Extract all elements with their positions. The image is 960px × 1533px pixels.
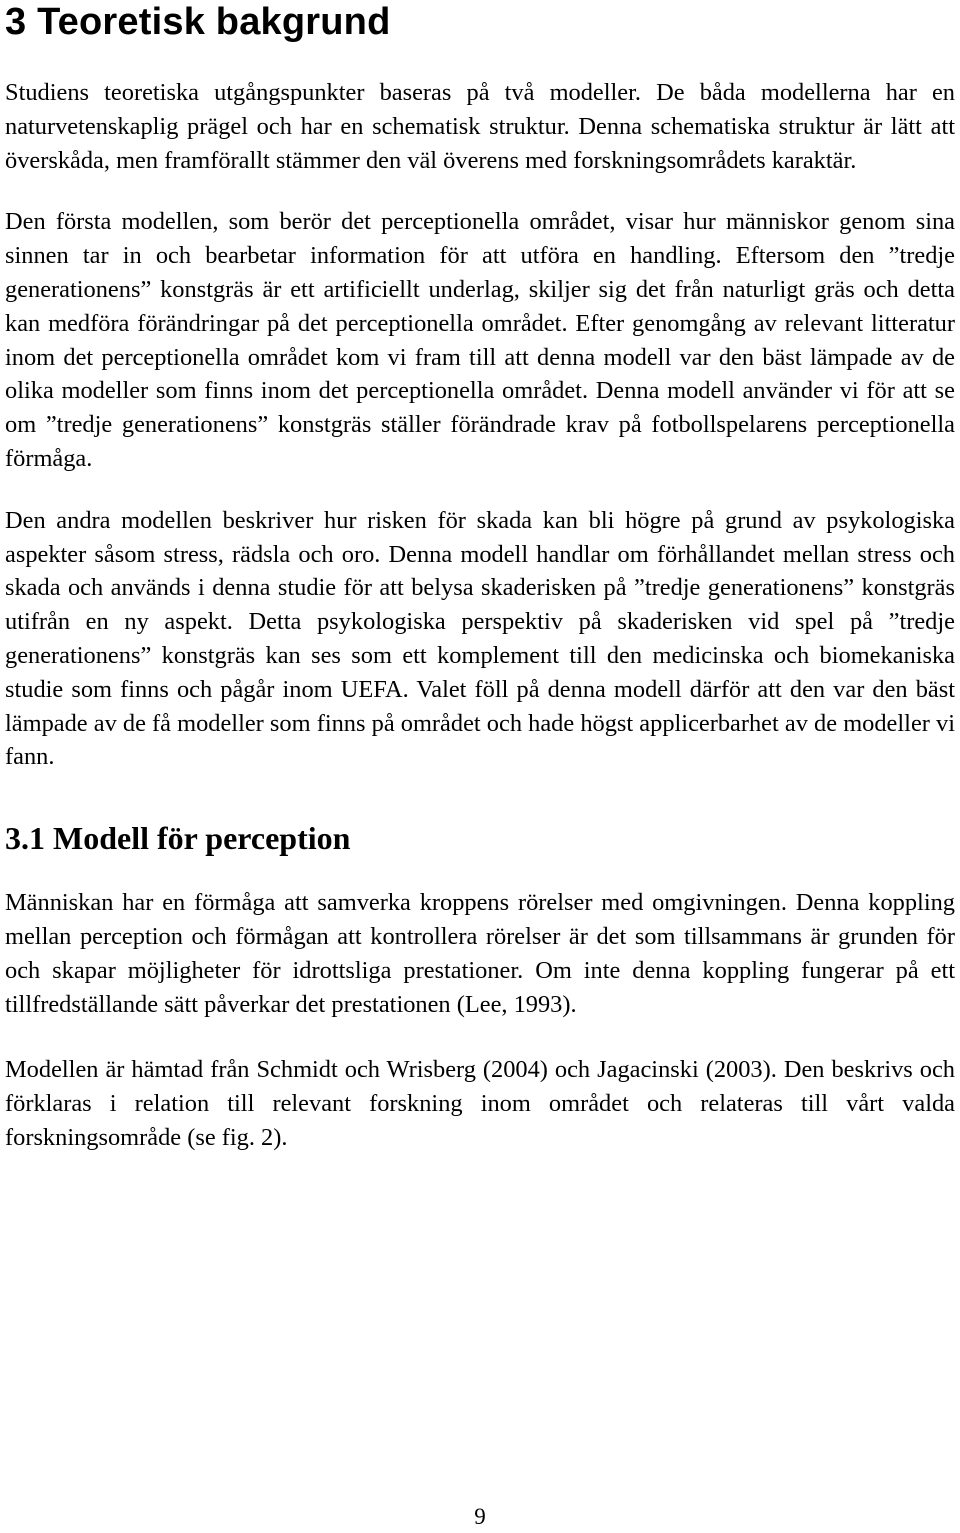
first-model-paragraph: Den första modellen, som berör det perceptionella området, visar hur människor genom sina sinnen tar in och bearbetar information för att utföra en handling. Eftersom den ”tredje generationens” konstgräs är ett artificiellt underlag, skiljer sig det från naturligt gräs och detta kan medföra förändringar på det perceptionella området. Efter genomgång av relevant litteratur inom det perceptionella området kom vi fram till att denna modell var den bäst lämpade av de olika modeller som finns inom det perceptionella området. Denna modell använder vi för att se om ”tredje generationens” konstgräs ställer förändrade krav på fotbollspelarens perceptionella förmåga. [5,208,955,472]
page-number: 9 [474,1504,486,1529]
perception-paragraph: Människan har en förmåga att samverka kroppens rörelser med omgivningen. Denna koppling mellan perception och förmågan att kontrollera rörelser är det som tillsammans är grunden för och skapar möjligheter för idrottsliga prestationer. Om inte denna koppling fungerar på ett tillfredställande sätt påverkar det prestationen (Lee, 1993). [5,889,955,1018]
second-model-paragraph: Den andra modellen beskriver hur risken för skada kan bli högre på grund av psykologiska aspekter såsom stress, rädsla och oro. Denna modell handlar om förhållandet mellan stress och skada och används i denna studie för att belysa skaderisken på ”tredje generationens” konstgräs utifrån en ny aspekt. Detta psykologiska perspektiv på skaderisken vid spel på ”tredje generationens” konstgräs kan ses som ett komplement till den medicinska och biomekaniska studie som finns och pågår inom UEFA. Valet föll på denna modell därför att den var den bäst lämpade av de få modeller som finns på området och hade högst applicerbarhet av de modeller vi fann. [5,506,955,771]
document-page [5,0,955,1155]
model-source-paragraph: Modellen är hämtad från Schmidt och Wrisberg (2004) och Jagacinski (2003). Den beskrivs och förklaras i relation till relevant forskning inom området och relateras till vårt valda forskningsområde (se fig. 2). [5,1056,955,1151]
section-heading: 3.1 Modell för perception [5,820,351,857]
chapter-heading: 3 Teoretisk bakgrund [5,1,391,43]
intro-paragraph: Studiens teoretiska utgångspunkter baseras på två modeller. De båda modellerna har en naturvetenskaplig prägel och har en schematisk struktur. Denna schematiska struktur är lätt att överskåda, men framförallt stämmer den väl överens med forskningsområdets karaktär. [5,79,955,174]
